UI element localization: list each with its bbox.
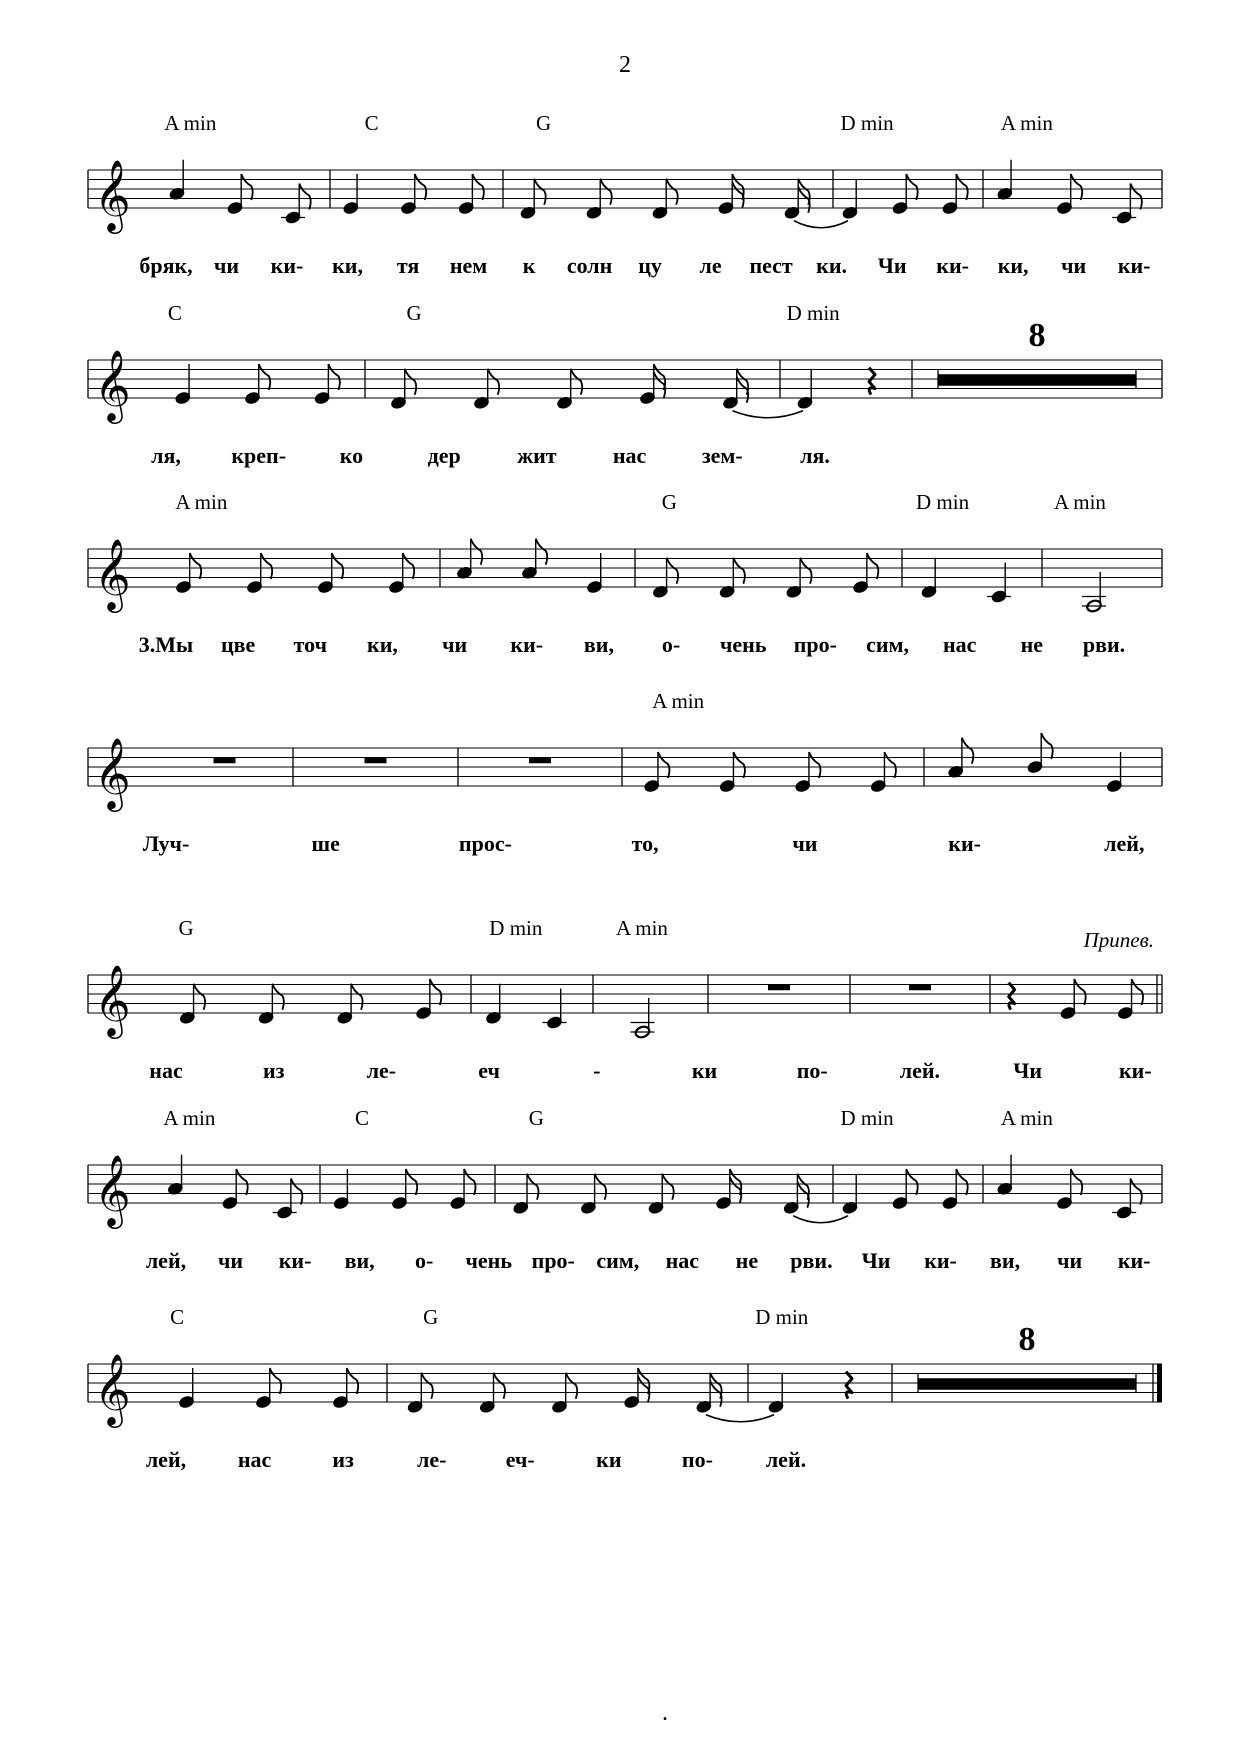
treble-clef-icon	[94, 1352, 131, 1428]
lyric-syllable: зем-	[701, 443, 743, 468]
measure	[175, 553, 414, 594]
note	[317, 553, 343, 594]
measure	[456, 539, 603, 594]
note	[786, 558, 812, 599]
lyric-syllable: по-	[681, 1447, 713, 1472]
chord-symbol: A min	[616, 916, 668, 940]
lyric-syllable: цве	[220, 632, 256, 657]
lyric-syllable: ки-	[1117, 1248, 1151, 1273]
note	[391, 1169, 417, 1210]
note	[520, 179, 546, 220]
multi-rest-count: 8	[1028, 317, 1046, 354]
lyric-syllable: ки,	[367, 632, 398, 657]
measure	[407, 1368, 774, 1422]
note	[227, 174, 253, 215]
chord-symbol: A min	[652, 689, 705, 713]
treble-clef-icon	[94, 963, 131, 1039]
note	[921, 558, 938, 599]
lyric-syllable: о-	[661, 632, 681, 657]
lyric-syllable: ки	[691, 1058, 718, 1083]
lyric-syllable: сим,	[596, 1248, 640, 1273]
lyric-syllable: не	[735, 1248, 759, 1273]
measure	[842, 174, 968, 220]
measure	[214, 758, 236, 764]
lyric-syllable: нем	[449, 253, 488, 278]
note	[1056, 174, 1082, 215]
note	[1112, 1179, 1142, 1220]
note	[719, 752, 745, 793]
note	[343, 174, 360, 215]
lyric-syllable: пест	[749, 253, 793, 278]
multi-measure-rest	[938, 374, 1136, 386]
chord-symbol: D min	[786, 301, 840, 325]
tie	[706, 1415, 774, 1422]
chord-symbol: A min	[1000, 111, 1053, 135]
lyric-syllable: чи	[217, 1248, 244, 1273]
note	[222, 1169, 248, 1210]
note	[333, 1169, 350, 1210]
lyric-syllable: ки-	[270, 253, 304, 278]
lyric-syllable: лей.	[899, 1058, 941, 1083]
note	[473, 369, 499, 410]
note	[485, 984, 502, 1025]
note	[892, 1169, 918, 1210]
note	[458, 174, 484, 215]
lyric-syllable: ле-	[366, 1058, 397, 1083]
note	[696, 1373, 774, 1422]
treble-clef-icon	[94, 1153, 131, 1229]
lyric-syllable: по-	[796, 1058, 828, 1083]
note	[513, 1174, 539, 1215]
measure	[175, 364, 340, 405]
lyric-syllable: Чи	[1013, 1058, 1043, 1083]
section-marking: Припев.	[1083, 928, 1154, 952]
note	[852, 553, 878, 594]
lyric-syllable: жит	[517, 443, 557, 468]
svg-text:𝄞: 𝄞	[94, 736, 131, 809]
lyric-syllable: нас	[237, 1447, 272, 1472]
note	[942, 1169, 968, 1210]
measure	[918, 1321, 1136, 1393]
lyric-syllable: еч-	[505, 1447, 535, 1472]
lyric-syllable: ки-	[278, 1248, 312, 1273]
note	[255, 1368, 281, 1409]
lyric-syllable: из	[332, 1447, 354, 1472]
lyric-syllable: креп-	[231, 443, 287, 468]
lyric-syllable: бряк,	[139, 253, 193, 278]
treble-clef-icon	[94, 158, 131, 234]
note	[768, 1373, 785, 1414]
measure	[643, 752, 895, 793]
svg-text:𝄞: 𝄞	[94, 963, 131, 1036]
note	[332, 1368, 358, 1409]
note	[586, 179, 612, 220]
lyric-syllable: ки-	[1117, 253, 1151, 278]
lyric-syllable: о-	[415, 1248, 434, 1273]
footer-mark: .	[662, 1700, 668, 1726]
note	[842, 1174, 859, 1215]
note	[947, 738, 973, 779]
note	[718, 174, 744, 215]
chord-symbol: G	[423, 1305, 439, 1329]
measure	[520, 174, 848, 228]
staff-system	[88, 490, 1162, 657]
lyric-syllable: ки-	[924, 1248, 957, 1273]
lyric-syllable: чень	[465, 1248, 512, 1273]
lyric-syllable: 3.Мы	[138, 632, 194, 657]
note	[797, 369, 814, 410]
chord-symbol: G	[406, 301, 422, 325]
lyric-syllable: ля,	[151, 443, 181, 468]
chord-symbol: G	[178, 916, 194, 940]
lyric-syllable: из	[262, 1058, 285, 1083]
lyric-syllable: Луч-	[142, 831, 190, 856]
lyric-syllable: ки-	[510, 632, 544, 657]
measure	[365, 758, 387, 764]
lyric-syllable: не	[1020, 632, 1044, 657]
lyric-syllable: ко	[339, 443, 364, 468]
note	[175, 553, 201, 594]
note	[388, 553, 414, 594]
note	[1056, 1169, 1082, 1210]
note	[715, 1169, 741, 1210]
lyric-syllable: ви,	[344, 1248, 375, 1273]
page-number: 2	[619, 52, 631, 78]
measure	[938, 317, 1136, 389]
note	[639, 364, 665, 405]
note	[648, 1174, 674, 1215]
note	[784, 179, 848, 228]
tie	[733, 411, 804, 418]
note	[167, 1155, 184, 1196]
note	[337, 984, 363, 1025]
measure	[513, 1169, 848, 1223]
lyric-syllable: прос-	[458, 831, 512, 856]
measure	[485, 984, 566, 1030]
lyric-syllable: ки.	[816, 253, 848, 278]
lyric-syllable: чень	[719, 632, 767, 657]
note	[273, 1179, 303, 1220]
lyric-syllable: нас	[665, 1248, 700, 1273]
measure	[652, 553, 878, 599]
note	[244, 364, 270, 405]
lyric-syllable: ки-	[1118, 1058, 1152, 1083]
note	[623, 1368, 649, 1409]
chord-symbol: A min	[164, 111, 217, 135]
measure	[842, 1169, 968, 1215]
chord-symbol: A min	[1000, 1106, 1053, 1130]
note	[997, 1155, 1014, 1196]
note	[521, 539, 547, 580]
note	[652, 179, 678, 220]
chord-symbol: D min	[755, 1305, 809, 1329]
note	[652, 558, 678, 599]
note	[179, 984, 205, 1025]
measure	[768, 985, 790, 991]
lyric-syllable: ше	[311, 831, 340, 856]
note	[942, 174, 968, 215]
lyric-syllable: рви.	[1082, 632, 1126, 657]
lyric-syllable: ви,	[990, 1248, 1021, 1273]
lyric-syllable: цу	[638, 253, 662, 278]
note	[842, 179, 859, 220]
tie	[793, 1216, 848, 1223]
measure	[1082, 572, 1106, 613]
chord-symbol: A min	[163, 1106, 216, 1130]
chord-symbol: A min	[1054, 490, 1106, 514]
chord-symbol: D min	[840, 1106, 894, 1130]
treble-clef-icon	[94, 537, 131, 613]
note	[246, 553, 272, 594]
svg-text:𝄞: 𝄞	[94, 348, 131, 421]
lyric-syllable: лей.	[765, 1447, 807, 1472]
lyric-syllable: про-	[531, 1248, 575, 1273]
note	[178, 1368, 195, 1409]
chord-symbol: C	[167, 301, 182, 325]
treble-clef-icon	[94, 348, 131, 424]
note	[450, 1169, 476, 1210]
measure	[333, 1169, 476, 1210]
svg-text:𝄞: 𝄞	[94, 1153, 131, 1226]
note	[586, 553, 603, 594]
lyric-syllable: точ	[293, 632, 327, 657]
lyric-syllable: солн	[566, 253, 613, 278]
lyric-syllable: лей,	[145, 1447, 187, 1472]
note	[722, 369, 803, 418]
lyric-syllable: ви,	[583, 632, 614, 657]
note	[1060, 979, 1086, 1020]
note	[400, 174, 426, 215]
lyric-syllable: ле-	[416, 1447, 447, 1472]
note	[643, 752, 669, 793]
chord-symbol: C	[170, 1305, 185, 1329]
measure	[343, 174, 484, 215]
note	[479, 1373, 505, 1414]
note	[169, 160, 186, 201]
measure	[909, 985, 931, 991]
measure	[390, 364, 803, 418]
note	[258, 984, 284, 1025]
measure	[178, 1368, 358, 1409]
lyric-syllable: ки	[596, 1447, 622, 1472]
lyric-syllable: ля.	[800, 443, 830, 468]
measure	[947, 733, 1122, 793]
chord-symbol: G	[536, 111, 552, 135]
note	[997, 160, 1014, 201]
chord-symbol: D min	[489, 916, 543, 940]
lyric-syllable: ле	[699, 253, 722, 278]
lyric-syllable: Чи	[861, 1248, 891, 1273]
note	[314, 364, 340, 405]
lyric-syllable: чи	[792, 831, 818, 856]
note	[556, 369, 582, 410]
note	[783, 1174, 848, 1223]
lyric-syllable: то,	[631, 831, 659, 856]
note	[407, 1373, 433, 1414]
note	[794, 752, 820, 793]
lyric-syllable: про-	[793, 632, 838, 657]
note	[870, 752, 896, 793]
lyric-syllable: ки,	[332, 253, 363, 278]
tie	[794, 221, 848, 228]
lyric-syllable: -	[593, 1058, 601, 1083]
chord-symbol: D min	[840, 111, 894, 135]
note	[281, 184, 311, 225]
note	[415, 979, 441, 1020]
note	[892, 174, 918, 215]
note	[551, 1373, 577, 1414]
measure	[179, 979, 441, 1025]
note	[543, 989, 567, 1030]
lyric-syllable: ки,	[997, 253, 1029, 278]
lyric-syllable: сим,	[866, 632, 910, 657]
lyric-syllable: нас	[612, 443, 647, 468]
svg-text:𝄞: 𝄞	[94, 1352, 131, 1425]
chord-symbol: C	[364, 111, 379, 135]
staff-system	[88, 301, 1162, 468]
lyric-syllable: еч	[478, 1058, 500, 1083]
lyric-syllable: чи	[1057, 1248, 1083, 1273]
staff-system	[88, 1305, 1162, 1472]
note	[580, 1174, 606, 1215]
lyric-syllable: дер	[427, 443, 461, 468]
measure	[631, 998, 655, 1039]
note	[1106, 752, 1123, 793]
lyric-syllable: к	[522, 253, 536, 278]
lyric-syllable: лей,	[1104, 831, 1145, 856]
note	[1027, 733, 1053, 774]
note	[1082, 572, 1106, 613]
measure	[921, 558, 1011, 604]
lyric-syllable: чи	[442, 632, 468, 657]
note	[719, 558, 745, 599]
measure	[1009, 979, 1143, 1020]
treble-clef-icon	[94, 736, 131, 812]
svg-text:𝄞: 𝄞	[94, 158, 131, 231]
svg-text:𝄞: 𝄞	[94, 537, 131, 610]
lyric-syllable: нас	[942, 632, 977, 657]
note	[175, 364, 192, 405]
lyric-syllable: чи	[213, 253, 240, 278]
multi-measure-rest	[918, 1378, 1136, 1390]
note	[631, 998, 655, 1039]
lyric-syllable: тя	[396, 253, 420, 278]
lyric-syllable: Чи	[877, 253, 907, 278]
staff-system	[88, 916, 1162, 1083]
chord-symbol: C	[355, 1106, 370, 1130]
note	[1112, 184, 1142, 225]
final-barline	[1157, 1364, 1162, 1402]
staff-system	[88, 111, 1162, 278]
chord-symbol: D min	[916, 490, 970, 514]
lyric-syllable: чи	[1061, 253, 1087, 278]
chord-symbol: G	[528, 1106, 544, 1130]
staff-system	[88, 1106, 1162, 1273]
lyric-syllable: лей,	[145, 1248, 187, 1273]
chord-symbol: A min	[175, 490, 228, 514]
multi-rest-count: 8	[1018, 1321, 1036, 1358]
lyric-syllable: ки-	[936, 253, 969, 278]
lyric-syllable: ки-	[948, 831, 981, 856]
lyric-syllable: рви.	[790, 1248, 833, 1273]
note	[1117, 979, 1143, 1020]
measure	[529, 758, 551, 764]
note	[390, 369, 416, 410]
staff-system	[88, 689, 1162, 856]
note	[987, 563, 1011, 604]
chord-symbol: G	[661, 490, 677, 514]
lyric-syllable: нас	[149, 1058, 183, 1083]
note	[456, 539, 482, 580]
